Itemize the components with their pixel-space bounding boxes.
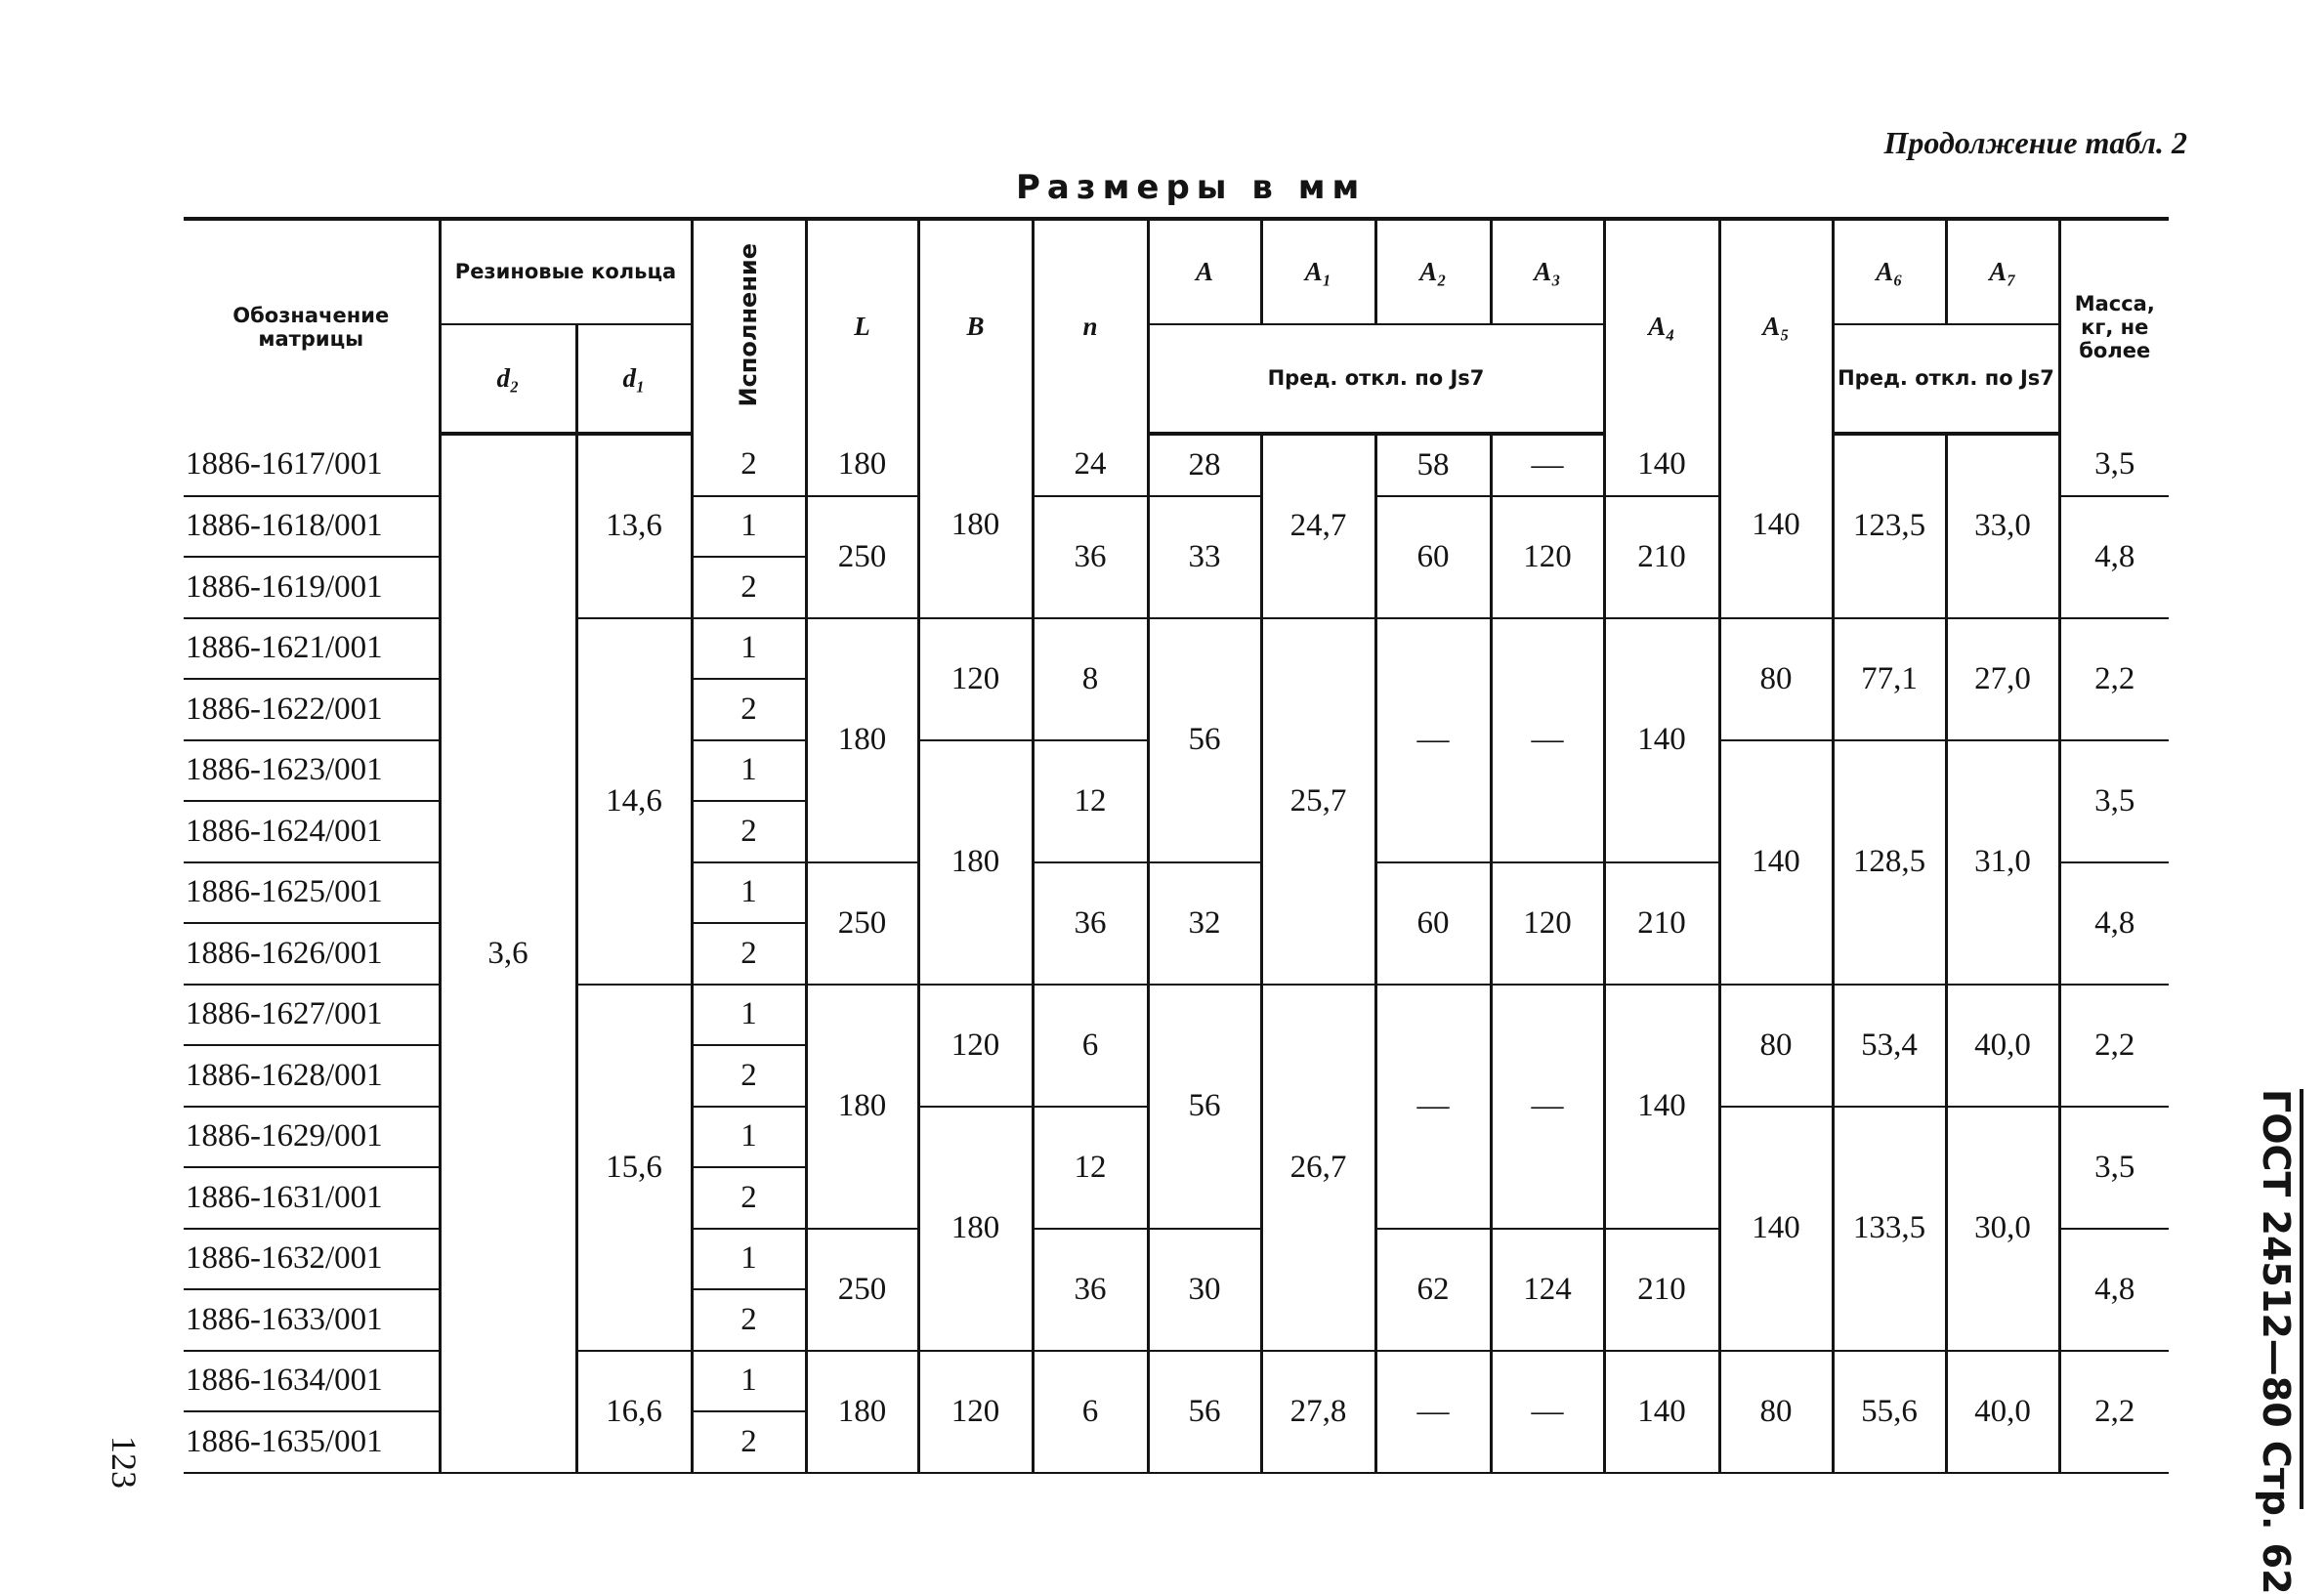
version-cell: 2 bbox=[692, 801, 806, 862]
A3-cell: — bbox=[1491, 985, 1604, 1229]
header-A6: A₆ bbox=[1833, 219, 1946, 324]
A3-cell: 124 bbox=[1491, 1229, 1604, 1351]
designation-cell: 1886-1624/001 bbox=[184, 801, 440, 862]
standard-side-label: ГОСТ 24512—80 Стр. 62 bbox=[2259, 1089, 2303, 1509]
header-d2: d₂ bbox=[440, 324, 576, 434]
designation-cell: 1886-1629/001 bbox=[184, 1107, 440, 1168]
L-cell: 250 bbox=[806, 1229, 918, 1351]
A4-cell: 210 bbox=[1604, 862, 1719, 985]
designation-cell: 1886-1635/001 bbox=[184, 1411, 440, 1473]
version-cell: 2 bbox=[692, 923, 806, 985]
A6-cell: 55,6 bbox=[1833, 1351, 1946, 1473]
A3-cell: — bbox=[1491, 1351, 1604, 1473]
page-number: 123 bbox=[105, 1436, 144, 1489]
header-A7: A₇ bbox=[1946, 219, 2059, 324]
designation-cell: 1886-1632/001 bbox=[184, 1229, 440, 1290]
A5-cell: 140 bbox=[1719, 434, 1833, 618]
B-cell: 120 bbox=[918, 618, 1033, 740]
header-tolerance-a: Пред. откл. по Js7 bbox=[1148, 324, 1604, 434]
A4-cell: 210 bbox=[1604, 496, 1719, 618]
L-cell: 250 bbox=[806, 862, 918, 985]
version-cell: 2 bbox=[692, 1411, 806, 1473]
A-cell: 30 bbox=[1148, 1229, 1261, 1351]
version-cell: 1 bbox=[692, 1229, 806, 1290]
L-cell: 250 bbox=[806, 496, 918, 618]
L-cell: 180 bbox=[806, 434, 918, 496]
A1-cell: 25,7 bbox=[1261, 618, 1375, 985]
A-cell: 56 bbox=[1148, 1351, 1261, 1473]
B-cell: 180 bbox=[918, 1107, 1033, 1351]
A-cell: 33 bbox=[1148, 496, 1261, 618]
d1-cell: 15,6 bbox=[576, 985, 692, 1351]
A6-cell: 133,5 bbox=[1833, 1107, 1946, 1351]
A5-cell: 80 bbox=[1719, 985, 1833, 1107]
header-designation: Обозначение матрицы bbox=[184, 219, 440, 434]
mass-cell: 3,5 bbox=[2059, 1107, 2169, 1229]
designation-cell: 1886-1626/001 bbox=[184, 923, 440, 985]
A4-cell: 140 bbox=[1604, 618, 1719, 862]
A4-cell: 140 bbox=[1604, 985, 1719, 1229]
table-row bbox=[184, 434, 2169, 496]
header-A4: A₄ bbox=[1604, 219, 1719, 434]
A6-cell: 123,5 bbox=[1833, 434, 1946, 618]
version-cell: 1 bbox=[692, 496, 806, 558]
n-cell: 36 bbox=[1033, 1229, 1148, 1351]
A5-cell: 140 bbox=[1719, 1107, 1833, 1351]
B-cell: 180 bbox=[918, 434, 1033, 618]
A2-cell: 62 bbox=[1375, 1229, 1491, 1351]
A5-cell: 80 bbox=[1719, 618, 1833, 740]
A4-cell: 210 bbox=[1604, 1229, 1719, 1351]
designation-cell: 1886-1621/001 bbox=[184, 618, 440, 680]
header-version bbox=[692, 219, 806, 434]
B-cell: 120 bbox=[918, 1351, 1033, 1473]
A7-cell: 30,0 bbox=[1946, 1107, 2059, 1351]
header-A2: A₂ bbox=[1375, 219, 1491, 324]
version-cell: 1 bbox=[692, 985, 806, 1046]
A2-cell: — bbox=[1375, 1351, 1491, 1473]
A2-cell: 60 bbox=[1375, 862, 1491, 985]
designation-cell: 1886-1625/001 bbox=[184, 862, 440, 924]
d1-cell: 13,6 bbox=[576, 434, 692, 618]
mass-cell: 4,8 bbox=[2059, 1229, 2169, 1351]
header-B: B bbox=[918, 219, 1033, 434]
designation-cell: 1886-1633/001 bbox=[184, 1289, 440, 1351]
version-cell: 1 bbox=[692, 1107, 806, 1168]
A1-cell: 24,7 bbox=[1261, 434, 1375, 618]
header-A3: A₃ bbox=[1491, 219, 1604, 324]
mass-cell: 4,8 bbox=[2059, 862, 2169, 985]
A3-cell: 120 bbox=[1491, 862, 1604, 985]
header-d1: d₁ bbox=[576, 324, 692, 434]
A-cell: 56 bbox=[1148, 618, 1261, 862]
A6-cell: 128,5 bbox=[1833, 740, 1946, 985]
mass-cell: 3,5 bbox=[2059, 740, 2169, 862]
n-cell: 12 bbox=[1033, 740, 1148, 862]
L-cell: 180 bbox=[806, 618, 918, 862]
header-rubber-rings: Резиновые кольца bbox=[440, 219, 692, 324]
n-cell: 6 bbox=[1033, 985, 1148, 1107]
d1-cell: 16,6 bbox=[576, 1351, 692, 1473]
version-cell: 2 bbox=[692, 1289, 806, 1351]
header-L: L bbox=[806, 219, 918, 434]
A4-cell: 140 bbox=[1604, 434, 1719, 496]
n-cell: 12 bbox=[1033, 1107, 1148, 1229]
units-caption: Размеры в мм bbox=[1016, 168, 1367, 207]
designation-cell: 1886-1627/001 bbox=[184, 985, 440, 1046]
A1-cell: 27,8 bbox=[1261, 1351, 1375, 1473]
version-cell: 2 bbox=[692, 1045, 806, 1107]
mass-cell: 2,2 bbox=[2059, 1351, 2169, 1473]
A3-cell: — bbox=[1491, 618, 1604, 862]
continuation-caption: Продолжение табл. 2 bbox=[1883, 125, 2187, 160]
designation-cell: 1886-1619/001 bbox=[184, 557, 440, 618]
A-cell: 56 bbox=[1148, 985, 1261, 1229]
A7-cell: 27,0 bbox=[1946, 618, 2059, 740]
header-mass: Масса, кг, не более bbox=[2059, 219, 2169, 434]
L-cell: 180 bbox=[806, 985, 918, 1229]
n-cell: 36 bbox=[1033, 496, 1148, 618]
header-n: n bbox=[1033, 219, 1148, 434]
A-cell: 28 bbox=[1148, 434, 1261, 496]
version-cell: 2 bbox=[692, 679, 806, 740]
B-cell: 120 bbox=[918, 985, 1033, 1107]
version-cell: 1 bbox=[692, 862, 806, 924]
A3-cell: 120 bbox=[1491, 496, 1604, 618]
designation-cell: 1886-1617/001 bbox=[184, 434, 440, 496]
A7-cell: 40,0 bbox=[1946, 985, 2059, 1107]
A3-cell: — bbox=[1491, 434, 1604, 496]
designation-cell: 1886-1634/001 bbox=[184, 1351, 440, 1412]
header-A5: A₅ bbox=[1719, 219, 1833, 434]
d2-cell: 3,6 bbox=[440, 434, 576, 1473]
version-cell: 2 bbox=[692, 434, 806, 496]
d1-cell: 14,6 bbox=[576, 618, 692, 985]
designation-cell: 1886-1618/001 bbox=[184, 496, 440, 558]
n-cell: 8 bbox=[1033, 618, 1148, 740]
designation-cell: 1886-1628/001 bbox=[184, 1045, 440, 1107]
mass-cell: 3,5 bbox=[2059, 434, 2169, 496]
A1-cell: 26,7 bbox=[1261, 985, 1375, 1351]
A2-cell: — bbox=[1375, 618, 1491, 862]
mass-cell: 4,8 bbox=[2059, 496, 2169, 618]
L-cell: 180 bbox=[806, 1351, 918, 1473]
B-cell: 180 bbox=[918, 740, 1033, 985]
A6-cell: 77,1 bbox=[1833, 618, 1946, 740]
designation-cell: 1886-1623/001 bbox=[184, 740, 440, 802]
header-A1: A₁ bbox=[1261, 219, 1375, 324]
A6-cell: 53,4 bbox=[1833, 985, 1946, 1107]
version-cell: 2 bbox=[692, 557, 806, 618]
version-cell: 1 bbox=[692, 740, 806, 802]
A5-cell: 140 bbox=[1719, 740, 1833, 985]
n-cell: 6 bbox=[1033, 1351, 1148, 1473]
A2-cell: — bbox=[1375, 985, 1491, 1229]
header-version-label: Исполнение bbox=[734, 242, 762, 407]
n-cell: 36 bbox=[1033, 862, 1148, 985]
n-cell: 24 bbox=[1033, 434, 1148, 496]
header-A: A bbox=[1148, 219, 1261, 324]
A7-cell: 40,0 bbox=[1946, 1351, 2059, 1473]
designation-cell: 1886-1631/001 bbox=[184, 1167, 440, 1229]
mass-cell: 2,2 bbox=[2059, 618, 2169, 740]
designation-cell: 1886-1622/001 bbox=[184, 679, 440, 740]
A-cell: 32 bbox=[1148, 862, 1261, 985]
header-tolerance-b: Пред. откл. по Js7 bbox=[1833, 324, 2059, 434]
A4-cell: 140 bbox=[1604, 1351, 1719, 1473]
A2-cell: 60 bbox=[1375, 496, 1491, 618]
A7-cell: 31,0 bbox=[1946, 740, 2059, 985]
version-cell: 1 bbox=[692, 1351, 806, 1412]
A2-cell: 58 bbox=[1375, 434, 1491, 496]
mass-cell: 2,2 bbox=[2059, 985, 2169, 1107]
A5-cell: 80 bbox=[1719, 1351, 1833, 1473]
A7-cell: 33,0 bbox=[1946, 434, 2059, 618]
dimensions-table bbox=[184, 217, 2169, 1474]
version-cell: 1 bbox=[692, 618, 806, 680]
version-cell: 2 bbox=[692, 1167, 806, 1229]
